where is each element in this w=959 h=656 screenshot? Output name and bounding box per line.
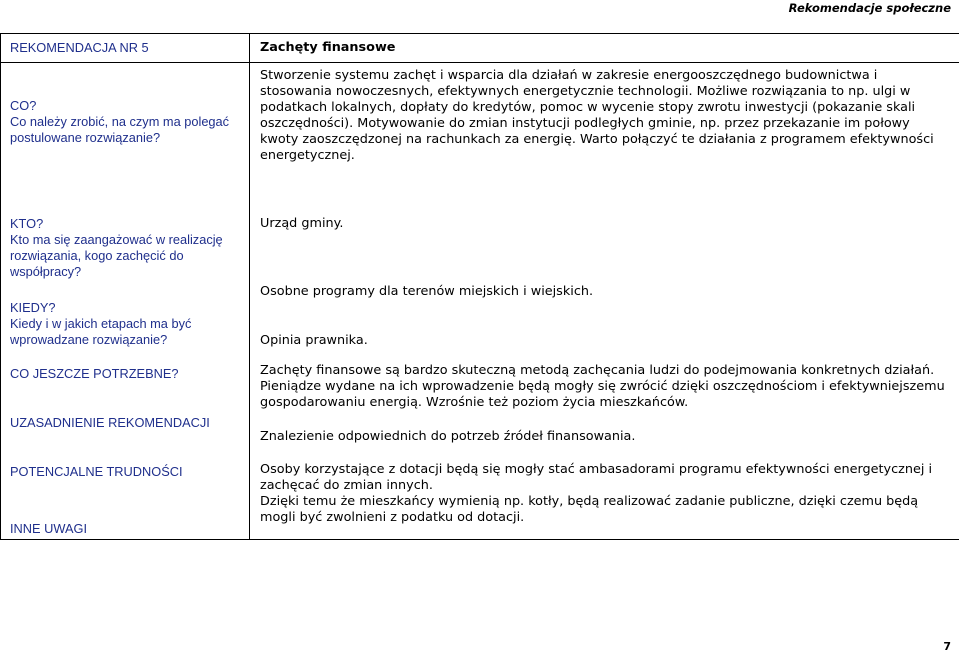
kto-answer: Urząd gminy. [260, 216, 344, 231]
co-question: Co należy zrobić, na czym ma polegać postulowane rozwiązanie? [10, 114, 230, 145]
kiedy-question: Kiedy i w jakich etapach ma być wprowadzane rozwiązanie? [10, 316, 192, 347]
trudnosci-answer: Znalezienie odpowiednich do potrzeb źródeł finansowania. [260, 429, 636, 444]
trudnosci-label: POTENCJALNE TRUDNOŚCI [10, 464, 183, 479]
uzasadnienie-answer: Zachęty finansowe są bardzo skuteczną metodą zachęcania ludzi do podejmowania konkretnych działań. Pieniądze wydane na ich wprowadzenie będą mogły się zwrócić dzięki oszczędnościom i efektywniejszemu gospodarowaniu energią. Wzrośnie też poziom życia mieszkańców. [260, 363, 945, 410]
kto-label: KTO? [10, 216, 44, 231]
right-title-cell [250, 34, 959, 63]
potrzebne-answer: Opinia prawnika. [260, 333, 368, 348]
table-row [1, 63, 959, 540]
uwagi-label: INNE UWAGI [10, 521, 88, 536]
potrzebne-label: CO JESZCZE POTRZEBNE? [10, 366, 179, 381]
kiedy-answer: Osobne programy dla terenów miejskich i wiejskich. [260, 284, 594, 299]
recommendation-number: REKOMENDACJA NR 5 [10, 40, 149, 55]
uwagi-answer-1: Osoby korzystające z dotacji będą się mogły stać ambasadorami programu efektywności energetycznej i zachęcać do zmian innych. [260, 462, 933, 493]
uzasadnienie-label: UZASADNIENIE REKOMENDACJI [10, 415, 210, 430]
right-body-cell [250, 63, 959, 540]
recommendation-title: Zachęty finansowe [260, 40, 396, 55]
co-answer: Stworzenie systemu zachęt i wsparcia dla działań w zakresie energooszczędnego budownictwa i stosowania nowoczesnych, efektywnych energetycznie technologii. Możliwe rozwiązania to np. ulgi w podatkach lokalnych, dopłaty do kredytów, pomoc w wycenie stopy zwrotu inwestycji (pokazanie skali oszczędności). Motywowanie do zmian instytucji podległych gminie, np. przez przekazanie im połowy kwoty zaoszczędzonej na rachunkach za energię. Warto połączyć te działania z programem efektywności energetycznej. [260, 68, 934, 163]
page-number: 7 [943, 640, 951, 653]
kiedy-label: KIEDY? [10, 300, 56, 315]
running-header: Rekomendacje społeczne [788, 1, 951, 15]
co-label: CO? [10, 98, 37, 113]
left-title-cell [1, 34, 250, 63]
table-row [1, 34, 959, 63]
uwagi-answer-2: Dzięki temu że mieszkańcy wymienią np. kotły, będą realizować zadanie publiczne, dzięki czemu będą mogli być zwolnieni z podatku od dotacji. [260, 494, 919, 525]
recommendation-table [0, 33, 959, 540]
left-body-cell [1, 63, 250, 540]
kto-question: Kto ma się zaangażować w realizację rozwiązania, kogo zachęcić do współpracy? [10, 232, 223, 279]
